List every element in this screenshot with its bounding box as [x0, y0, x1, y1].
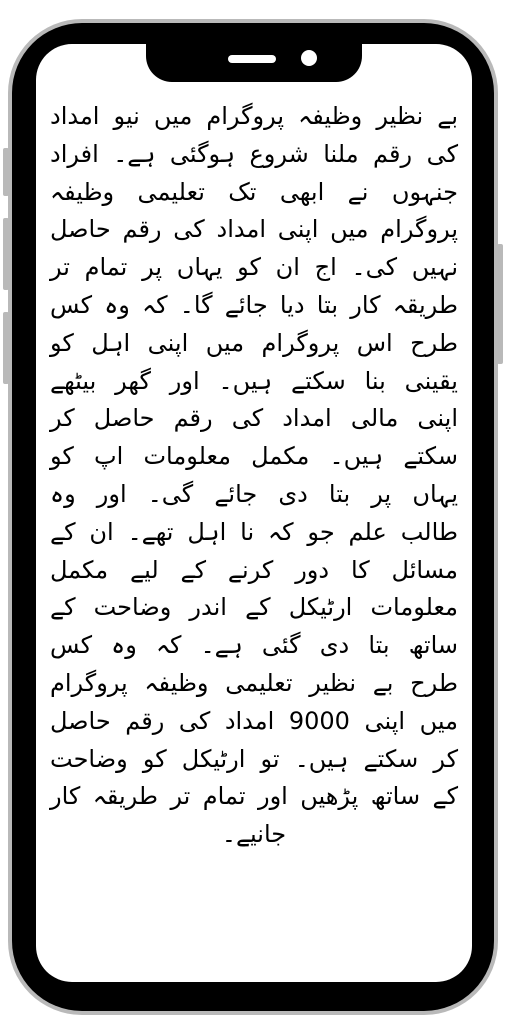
camera-icon [301, 50, 317, 66]
phone-screen [36, 44, 472, 982]
speaker-icon [228, 55, 276, 63]
article-text: بے نظیر وظیفہ پروگرام میں نیو امداد کی رقم ملنا شروع ہوگئی ہے۔ افراد جنہوں نے ابھی تک تعلیمی وظیفہ پروگرام میں اپنی امداد کی رقم حاصل نہیں کی۔ اج ان کو یہاں پر تمام تر طریقہ کار بتا دیا جائے گا۔ کہ وہ کس طرح اس پروگرام میں اپنی اہل کو یقینی بنا سکتے ہیں۔ اور گھر بیٹھے اپنی مالی امداد کی رقم حاصل کر سکتے ہیں۔ مکمل معلومات اپ کو یہاں پر بتا دی جائے گی۔ اور وہ طالب علم جو کہ نا اہل تھے۔ ان کے مسائل کا دور کرنے کے لیے مکمل معلومات ارٹیکل کے اندر وضاحت کے ساتھ بتا دی گئی ہے۔ کہ وہ کس طرح بے نظیر تعلیمی وظیفہ پروگرام میں اپنی 9000 امداد کی رقم حاصل کر سکتے ہیں۔ تو ارٹیکل کو وضاحت کے ساتھ پڑھیں اور تمام تر طریقہ کار جانیے۔ [50, 102, 458, 849]
